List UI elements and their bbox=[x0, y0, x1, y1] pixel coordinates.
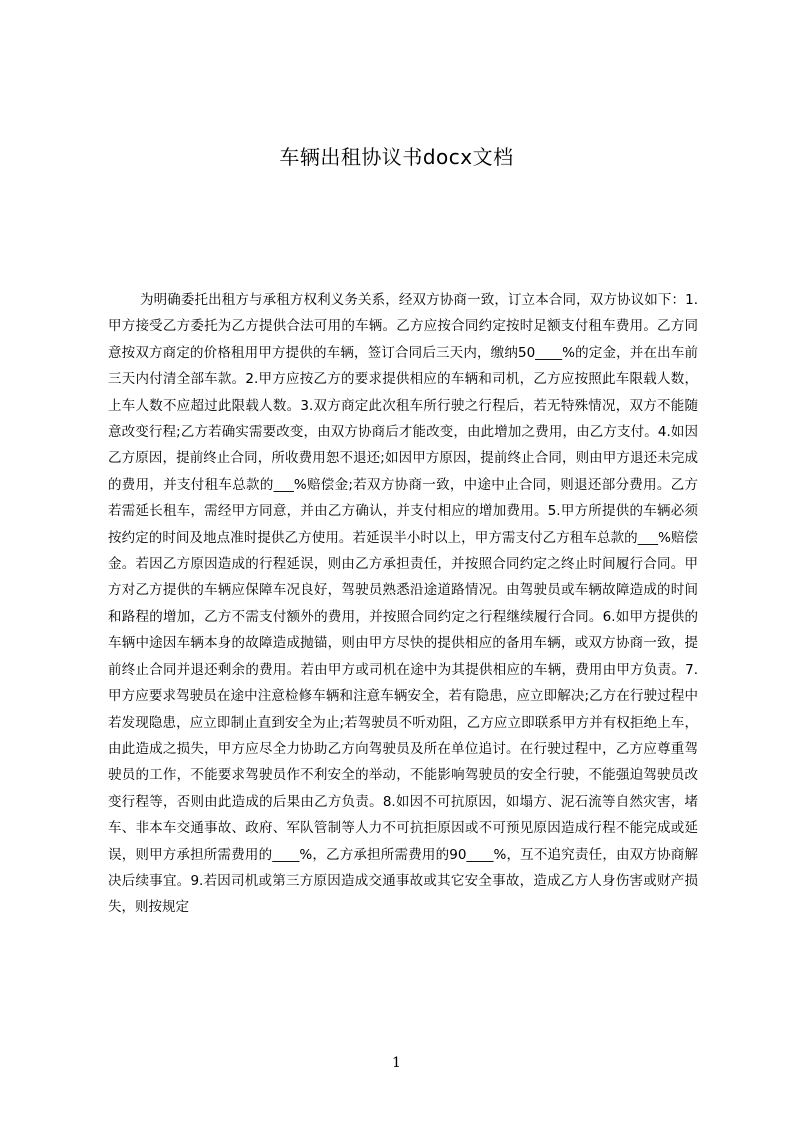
document-title: 车辆出租协议书docx文档 bbox=[279, 145, 514, 169]
document-body-paragraph: 为明确委托出租方与承租方权利义务关系，经双方协商一致，订立本合同，双方协议如下：1.甲方接受乙方委托为乙方提供合法可用的车辆。乙方应按合同约定按时足额支付租车费用。乙方同意按双方商定的价格租用甲方提供的车辆，签订合同后三天内，缴纳50____%的定金，并在出车前三天内付清全部车款。2.甲方应按乙方的要求提供相应的车辆和司机，乙方应按照此车限载人数，上车人数不应超过此限载人数。3.双方商定此次租车所行驶之行程后，若无特殊情况，双方不能随意改变行程;乙方若确实需要改变，由双方协商后才能改变，由此增加之费用，由乙方支付。4.如因乙方原因，提前终止合同，所收费用恕不退还;如因甲方原因，提前终止合同，则由甲方退还未完成的费用，并支付租车总款的___%赔偿金;若双方协商一致，中途中止合同，则退还部分费用。乙方若需延长租车，需经甲方同意，并由乙方确认，并支付相应的增加费用。5.甲方所提供的车辆必须按约定的时间及地点准时提供乙方使用。若延误半小时以上，甲方需支付乙方租车总款的___%赔偿金。若因乙方原因造成的行程延误，则由乙方承担责任，并按照合同约定之终止时间履行合同。甲方对乙方提供的车辆应保障车况良好，驾驶员熟悉沿途道路情况。由驾驶员或车辆故障造成的时间和路程的增加，乙方不需支付额外的费用，并按照合同约定之行程继续履行合同。6.如甲方提供的车辆中途因车辆本身的故障造成抛锚，则由甲方尽快的提供相应的备用车辆，或双方协商一致，提前终止合同并退还剩余的费用。若由甲方或司机在途中为其提供相应的车辆，费用由甲方负责。7.甲方应要求驾驶员在途中注意检修车辆和注意车辆安全，若有隐患，应立即解决;乙方在行驶过程中若发现隐患，应立即制止直到安全为止;若驾驶员不听劝阻，乙方应立即联系甲方并有权拒绝上车，由此造成之损失，甲方应尽全力协助乙方向驾驶员及所在单位追讨。在行驶过程中，乙方应尊重驾驶员的工作，不能要求驾驶员作不利安全的举动，不能影响驾驶员的安全行驶，不能强迫驾驶员改变行程等，否则由此造成的后果由乙方负责。8.如因不可抗原因，如塌方、泥石流等自然灾害，堵车、非本车交通事故、政府、军队管制等人力不可抗拒原因或不可预见原因造成行程不能完成或延误，则甲方承担所需费用的____%，乙方承担所需费用的90____%，互不追究责任，由双方协商解决后续事宜。9.若因司机或第三方原因造成交通事故或其它安全事故，造成乙方人身伤害或财产损失，则按规定 bbox=[108, 292, 698, 916]
page-number: 1 bbox=[392, 1055, 401, 1071]
